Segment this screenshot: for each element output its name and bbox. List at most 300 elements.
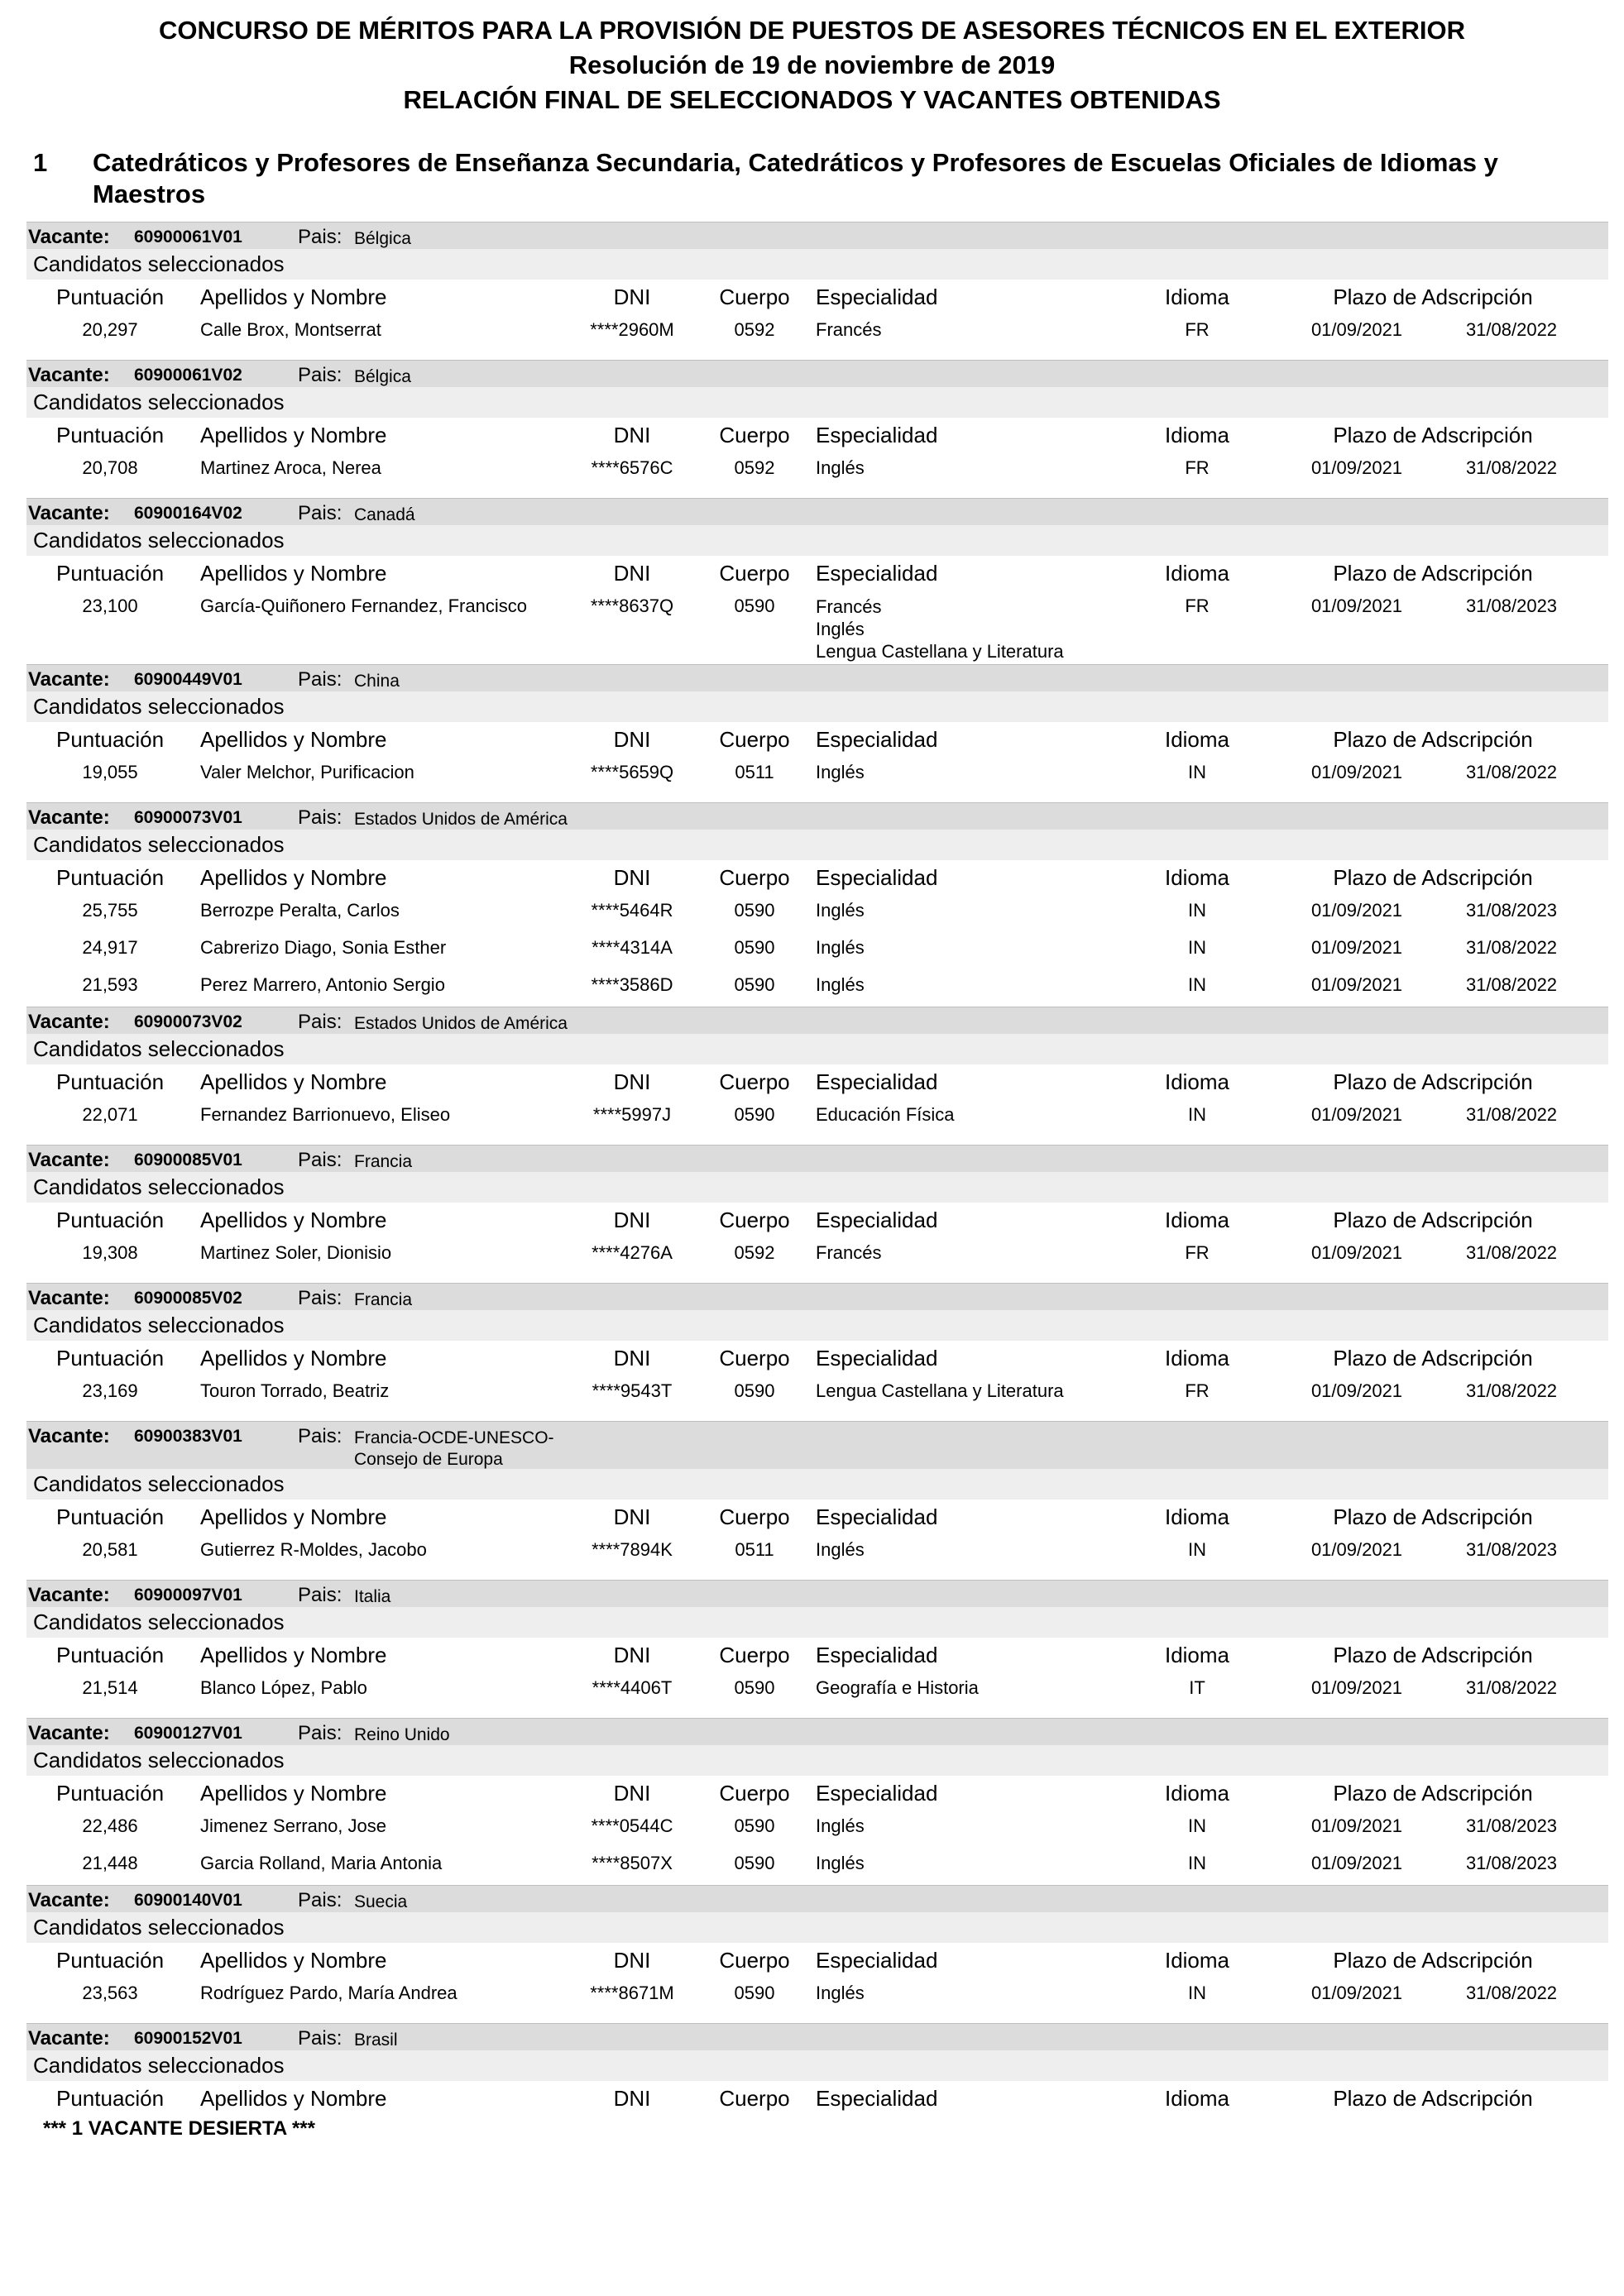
cuerpo: 0592: [734, 319, 775, 340]
col-especialidad: Especialidad: [816, 1208, 938, 1232]
score: 22,486: [82, 1815, 138, 1836]
score: 23,100: [82, 596, 138, 616]
col-nombre: Apellidos y Nombre: [200, 1643, 387, 1667]
cuerpo: 0511: [735, 762, 774, 782]
idioma: FR: [1185, 1380, 1210, 1401]
score: 25,755: [82, 900, 138, 921]
vacante-label: Vacante:: [28, 1425, 110, 1447]
dni: ****6576C: [591, 457, 673, 478]
vacancy-code: 60900061V01: [134, 227, 242, 246]
col-puntuacion: Puntuación: [56, 1643, 165, 1667]
start-date: 01/09/2021: [1310, 457, 1403, 478]
col-especialidad: Especialidad: [816, 865, 938, 890]
vacancy-header: [26, 1421, 1608, 1469]
col-dni: DNI: [613, 1948, 651, 1973]
especialidad: Inglés: [816, 974, 865, 995]
vacancy-block: [26, 1885, 1608, 2023]
col-idioma: Idioma: [1164, 1346, 1230, 1370]
vacancy-header: [26, 2023, 1608, 2050]
vacante-label: Vacante:: [28, 668, 110, 691]
score: 23,169: [82, 1380, 138, 1401]
cuerpo: 0592: [734, 457, 775, 478]
col-especialidad: Especialidad: [816, 2086, 938, 2111]
dni: ****2960M: [590, 319, 674, 340]
candidate-row: [26, 757, 1608, 794]
col-nombre: Apellidos y Nombre: [200, 285, 387, 309]
vacancy-note: *** 1 VACANTE DESIERTA ***: [43, 2117, 315, 2140]
col-dni: DNI: [613, 1643, 651, 1667]
start-date: 01/09/2021: [1310, 762, 1403, 782]
vacancy-header: [26, 1007, 1608, 1034]
column-headers: [26, 280, 1608, 314]
vacancy-code: 60900085V02: [134, 1289, 242, 1308]
candidate-row: [26, 969, 1608, 1007]
col-puntuacion: Puntuación: [56, 1504, 165, 1529]
country-name: Brasil: [354, 2031, 398, 2050]
country-name: Canadá: [354, 505, 415, 524]
cuerpo: 0590: [734, 937, 775, 958]
col-nombre: Apellidos y Nombre: [200, 561, 387, 586]
cuerpo: 0590: [734, 900, 775, 921]
vacancy-code: 60900152V01: [134, 2029, 242, 2048]
vacante-label: Vacante:: [28, 226, 110, 248]
cuerpo: 0590: [734, 1815, 775, 1836]
candidate-name: Calle Brox, Montserrat: [200, 319, 381, 340]
col-dni: DNI: [613, 1781, 651, 1806]
candidates-heading: Candidatos seleccionados: [26, 1172, 1608, 1203]
candidate-row: [26, 1848, 1608, 1885]
vacancy-code: 60900061V02: [134, 366, 242, 385]
col-idioma: Idioma: [1164, 561, 1230, 586]
vacancy-code: 60900073V02: [134, 1012, 242, 1031]
vacancy-block: [26, 222, 1608, 360]
start-date: 01/09/2021: [1310, 1815, 1403, 1836]
vacante-label: Vacante:: [28, 1149, 110, 1171]
idioma: IN: [1188, 937, 1206, 958]
candidate-row: [26, 1810, 1608, 1848]
start-date: 01/09/2021: [1310, 937, 1403, 958]
pais-label: Pais:: [298, 1287, 343, 1309]
candidates-heading: Candidatos seleccionados: [26, 1034, 1608, 1064]
candidates-heading: Candidatos seleccionados: [26, 387, 1608, 418]
score: 20,708: [82, 457, 138, 478]
vacancy-header: [26, 1885, 1608, 1912]
pais-label: Pais:: [298, 2027, 343, 2050]
candidate-name: Fernandez Barrionuevo, Eliseo: [200, 1104, 451, 1125]
vacancy-header: [26, 1283, 1608, 1310]
column-headers: [26, 860, 1608, 895]
candidate-name: Martinez Soler, Dionisio: [200, 1242, 392, 1263]
pais-label: Pais:: [298, 1425, 343, 1447]
dni: ****5659Q: [590, 762, 674, 782]
candidate-name: Jimenez Serrano, Jose: [200, 1815, 386, 1836]
end-date: 31/08/2022: [1465, 1677, 1558, 1698]
candidate-row: [26, 1672, 1608, 1710]
candidates-heading: Candidatos seleccionados: [26, 1310, 1608, 1341]
col-puntuacion: Puntuación: [56, 561, 165, 586]
vacante-label: Vacante:: [28, 502, 110, 524]
score: 19,308: [82, 1242, 138, 1263]
col-especialidad: Especialidad: [816, 423, 938, 447]
vacancy-code: 60900140V01: [134, 1891, 242, 1910]
candidate-row: [26, 1978, 1608, 2015]
country-name: Estados Unidos de América: [354, 1014, 568, 1033]
col-nombre: Apellidos y Nombre: [200, 1504, 387, 1529]
vacancy-header: [26, 498, 1608, 525]
col-cuerpo: Cuerpo: [719, 865, 790, 890]
pais-label: Pais:: [298, 364, 343, 386]
col-puntuacion: Puntuación: [56, 1948, 165, 1973]
end-date: 31/08/2022: [1465, 937, 1558, 958]
end-date: 31/08/2022: [1465, 319, 1558, 340]
candidate-name: Blanco López, Pablo: [200, 1677, 367, 1698]
vacancy-code: 60900164V02: [134, 504, 242, 523]
col-cuerpo: Cuerpo: [719, 285, 790, 309]
col-plazo: Plazo de Adscripción: [1333, 285, 1533, 309]
vacancy-header: [26, 802, 1608, 830]
start-date: 01/09/2021: [1310, 1677, 1403, 1698]
dni: ****5997J: [592, 1104, 672, 1125]
score: 22,071: [82, 1104, 138, 1125]
especialidad-item: Francés: [816, 596, 882, 617]
candidates-heading: Candidatos seleccionados: [26, 1469, 1608, 1500]
score: 20,297: [82, 319, 138, 340]
candidates-heading: Candidatos seleccionados: [26, 1607, 1608, 1638]
vacante-label: Vacante:: [28, 1287, 110, 1309]
cuerpo: 0590: [734, 1104, 775, 1125]
col-idioma: Idioma: [1164, 865, 1230, 890]
vacancy-code: 60900127V01: [134, 1724, 242, 1743]
country-name: Francia: [354, 1152, 413, 1171]
vacante-label: Vacante:: [28, 1889, 110, 1911]
cuerpo: 0590: [734, 974, 775, 995]
country-name: China: [354, 672, 400, 691]
cuerpo: 0592: [734, 1242, 775, 1263]
column-headers: [26, 1776, 1608, 1810]
especialidad: Inglés: [816, 937, 865, 958]
candidate-row: [26, 932, 1608, 969]
country-name: Francia: [354, 1290, 413, 1309]
especialidad-item: Lengua Castellana y Literatura: [816, 641, 1064, 662]
vacancy-header: [26, 664, 1608, 691]
column-headers: [26, 1943, 1608, 1978]
cuerpo: 0511: [735, 1539, 774, 1560]
col-cuerpo: Cuerpo: [719, 2086, 790, 2111]
candidate-name: Garcia Rolland, Maria Antonia: [200, 1853, 443, 1873]
dni: ****0544C: [591, 1815, 673, 1836]
start-date: 01/09/2021: [1310, 900, 1403, 921]
col-plazo: Plazo de Adscripción: [1333, 865, 1533, 890]
candidate-name: Cabrerizo Diago, Sonia Esther: [200, 937, 447, 958]
pais-label: Pais:: [298, 1889, 343, 1911]
vacancy-block: [26, 1283, 1608, 1421]
idioma: IN: [1188, 762, 1206, 782]
start-date: 01/09/2021: [1310, 1380, 1403, 1401]
idioma: IN: [1188, 1104, 1206, 1125]
end-date: 31/08/2023: [1465, 1539, 1558, 1560]
vacancy-header: [26, 1580, 1608, 1607]
dni: ****3586D: [591, 974, 673, 995]
col-dni: DNI: [613, 423, 651, 447]
vacante-label: Vacante:: [28, 1584, 110, 1606]
col-especialidad: Especialidad: [816, 1781, 938, 1806]
candidate-row: [26, 895, 1608, 932]
column-headers: [26, 418, 1608, 452]
pais-label: Pais:: [298, 502, 343, 524]
especialidad: Inglés: [816, 1983, 865, 2003]
column-headers: [26, 2081, 1608, 2116]
col-plazo: Plazo de Adscripción: [1333, 1208, 1533, 1232]
especialidad: Inglés: [816, 457, 865, 478]
col-cuerpo: Cuerpo: [719, 1208, 790, 1232]
vacancy-block: [26, 1007, 1608, 1145]
section-number: 1: [33, 148, 48, 177]
col-nombre: Apellidos y Nombre: [200, 1208, 387, 1232]
especialidad: Inglés: [816, 1815, 865, 1836]
title-line-2: Resolución de 19 de noviembre de 2019: [568, 50, 1056, 79]
especialidad: Francés: [816, 319, 882, 340]
col-nombre: Apellidos y Nombre: [200, 1069, 387, 1094]
cuerpo: 0590: [734, 1853, 775, 1873]
col-idioma: Idioma: [1164, 1781, 1230, 1806]
especialidad: Inglés: [816, 762, 865, 782]
col-idioma: Idioma: [1164, 1504, 1230, 1529]
column-headers: [26, 1064, 1608, 1099]
col-plazo: Plazo de Adscripción: [1333, 1643, 1533, 1667]
score: 20,581: [82, 1539, 138, 1560]
col-especialidad: Especialidad: [816, 1643, 938, 1667]
candidates-heading: Candidatos seleccionados: [26, 249, 1608, 280]
score: 19,055: [82, 762, 138, 782]
especialidad: Francés: [816, 1242, 882, 1263]
col-puntuacion: Puntuación: [56, 865, 165, 890]
pais-label: Pais:: [298, 226, 343, 248]
col-plazo: Plazo de Adscripción: [1333, 561, 1533, 586]
candidate-name: Touron Torrado, Beatriz: [200, 1380, 390, 1401]
candidate-name: García-Quiñonero Fernandez, Francisco: [200, 596, 527, 616]
col-nombre: Apellidos y Nombre: [200, 1346, 387, 1370]
especialidad: Inglés: [816, 1853, 865, 1873]
column-headers: [26, 722, 1608, 757]
vacancy-block: [26, 2023, 1608, 2142]
dni: ****8637Q: [590, 596, 674, 616]
vacancy-header: [26, 222, 1608, 249]
col-idioma: Idioma: [1164, 727, 1230, 752]
col-plazo: Plazo de Adscripción: [1333, 423, 1533, 447]
score: 21,514: [82, 1677, 138, 1698]
column-headers: [26, 1341, 1608, 1375]
title-line-1: CONCURSO DE MÉRITOS PARA LA PROVISIÓN DE PUESTOS DE ASESORES TÉCNICOS EN EL EXTERIOR: [159, 16, 1465, 45]
candidates-heading: Candidatos seleccionados: [26, 691, 1608, 722]
candidates-heading: Candidatos seleccionados: [26, 2050, 1608, 2081]
idioma: IN: [1188, 1853, 1206, 1873]
col-especialidad: Especialidad: [816, 727, 938, 752]
end-date: 31/08/2022: [1465, 457, 1558, 478]
end-date: 31/08/2022: [1465, 974, 1558, 995]
col-plazo: Plazo de Adscripción: [1333, 1346, 1533, 1370]
score: 21,448: [82, 1853, 138, 1873]
especialidad-item: Inglés: [816, 619, 865, 639]
col-nombre: Apellidos y Nombre: [200, 727, 387, 752]
vacancy-block: [26, 1718, 1608, 1885]
col-idioma: Idioma: [1164, 1069, 1230, 1094]
col-dni: DNI: [613, 1504, 651, 1529]
col-cuerpo: Cuerpo: [719, 1346, 790, 1370]
col-nombre: Apellidos y Nombre: [200, 423, 387, 447]
end-date: 31/08/2023: [1465, 1853, 1558, 1873]
vacancies-list: [26, 222, 1608, 2142]
end-date: 31/08/2023: [1465, 900, 1558, 921]
col-cuerpo: Cuerpo: [719, 1643, 790, 1667]
col-cuerpo: Cuerpo: [719, 423, 790, 447]
country-name: Bélgica: [354, 367, 411, 386]
cuerpo: 0590: [734, 1677, 775, 1698]
col-idioma: Idioma: [1164, 2086, 1230, 2111]
col-dni: DNI: [613, 865, 651, 890]
col-idioma: Idioma: [1164, 1208, 1230, 1232]
col-dni: DNI: [613, 1069, 651, 1094]
vacancy-header: [26, 360, 1608, 387]
idioma: FR: [1185, 319, 1210, 340]
candidates-heading: Candidatos seleccionados: [26, 1745, 1608, 1776]
cuerpo: 0590: [734, 1983, 775, 2003]
end-date: 31/08/2023: [1465, 1815, 1558, 1836]
pais-label: Pais:: [298, 806, 343, 829]
end-date: 31/08/2023: [1465, 596, 1558, 616]
vacante-label: Vacante:: [28, 806, 110, 829]
pais-label: Pais:: [298, 1011, 343, 1033]
score: 23,563: [82, 1983, 138, 2003]
candidate-name: Perez Marrero, Antonio Sergio: [200, 974, 445, 995]
score: 21,593: [82, 974, 138, 995]
dni: ****8671M: [590, 1983, 674, 2003]
cuerpo: 0590: [734, 1380, 775, 1401]
column-headers: [26, 1638, 1608, 1672]
start-date: 01/09/2021: [1310, 1853, 1403, 1873]
start-date: 01/09/2021: [1310, 1983, 1403, 2003]
col-puntuacion: Puntuación: [56, 423, 165, 447]
candidate-row: [26, 1099, 1608, 1136]
title-line-3: RELACIÓN FINAL DE SELECCIONADOS Y VACANTES OBTENIDAS: [403, 85, 1221, 114]
idioma: IN: [1188, 974, 1206, 995]
vacancy-block: [26, 1421, 1608, 1580]
col-cuerpo: Cuerpo: [719, 1069, 790, 1094]
country-name: Bélgica: [354, 229, 411, 248]
col-especialidad: Especialidad: [816, 1948, 938, 1973]
dni: ****5464R: [591, 900, 673, 921]
col-plazo: Plazo de Adscripción: [1333, 1504, 1533, 1529]
column-headers: [26, 1203, 1608, 1237]
idioma: IN: [1188, 1815, 1206, 1836]
vacancy-header: [26, 1145, 1608, 1172]
pais-label: Pais:: [298, 668, 343, 691]
start-date: 01/09/2021: [1310, 1104, 1403, 1125]
col-especialidad: Especialidad: [816, 1504, 938, 1529]
col-especialidad: Especialidad: [816, 1346, 938, 1370]
col-nombre: Apellidos y Nombre: [200, 1948, 387, 1973]
pais-label: Pais:: [298, 1149, 343, 1171]
column-headers: [26, 1500, 1608, 1534]
end-date: 31/08/2022: [1465, 762, 1558, 782]
col-plazo: Plazo de Adscripción: [1333, 1069, 1533, 1094]
vacancy-header: [26, 1718, 1608, 1745]
vacancy-block: [26, 1145, 1608, 1283]
col-idioma: Idioma: [1164, 1948, 1230, 1973]
candidate-row: [26, 1375, 1608, 1413]
country-name: Francia-OCDE-UNESCO-Consejo de Europa: [354, 1428, 554, 1469]
vacante-label: Vacante:: [28, 1011, 110, 1033]
vacancy-code: 60900073V01: [134, 808, 242, 827]
candidates-heading: Candidatos seleccionados: [26, 830, 1608, 860]
vacante-label: Vacante:: [28, 364, 110, 386]
col-plazo: Plazo de Adscripción: [1333, 1948, 1533, 1973]
vacancy-code: 60900085V01: [134, 1150, 242, 1170]
col-idioma: Idioma: [1164, 285, 1230, 309]
vacancy-block: [26, 664, 1608, 802]
idioma: IN: [1188, 900, 1206, 921]
pais-label: Pais:: [298, 1584, 343, 1606]
idioma: IT: [1189, 1677, 1205, 1698]
country-name: Suecia: [354, 1892, 408, 1911]
col-nombre: Apellidos y Nombre: [200, 2086, 387, 2111]
vacante-label: Vacante:: [28, 2027, 110, 2050]
col-idioma: Idioma: [1164, 1643, 1230, 1667]
start-date: 01/09/2021: [1310, 1242, 1403, 1263]
col-dni: DNI: [613, 561, 651, 586]
idioma: IN: [1188, 1539, 1206, 1560]
section-title: Catedráticos y Profesores de Enseñanza Secundaria, Catedráticos y Profesores de Escuelas Oficiales de Idiomas y Maestros: [93, 148, 1498, 208]
col-puntuacion: Puntuación: [56, 1346, 165, 1370]
candidate-row: [26, 1534, 1608, 1571]
start-date: 01/09/2021: [1310, 974, 1403, 995]
candidate-row: [26, 591, 1608, 664]
col-puntuacion: Puntuación: [56, 285, 165, 309]
country-name: Italia: [354, 1587, 391, 1606]
candidate-row: [26, 314, 1608, 352]
col-cuerpo: Cuerpo: [719, 727, 790, 752]
vacancy-block: [26, 1580, 1608, 1718]
col-puntuacion: Puntuación: [56, 727, 165, 752]
vacancy-code: 60900383V01: [134, 1427, 242, 1446]
especialidad: [816, 596, 1064, 662]
candidate-row: [26, 1237, 1608, 1275]
cuerpo: 0590: [734, 596, 775, 616]
vacante-label: Vacante:: [28, 1722, 110, 1744]
end-date: 31/08/2022: [1465, 1380, 1558, 1401]
col-dni: DNI: [613, 1346, 651, 1370]
vacancy-block: [26, 360, 1608, 498]
col-especialidad: Especialidad: [816, 285, 938, 309]
col-puntuacion: Puntuación: [56, 1069, 165, 1094]
col-cuerpo: Cuerpo: [719, 1948, 790, 1973]
vacancy-code: 60900097V01: [134, 1586, 242, 1605]
pais-label: Pais:: [298, 1722, 343, 1744]
especialidad: Educación Física: [816, 1104, 955, 1125]
dni: ****4406T: [592, 1677, 673, 1698]
col-dni: DNI: [613, 1208, 651, 1232]
col-nombre: Apellidos y Nombre: [200, 865, 387, 890]
col-nombre: Apellidos y Nombre: [200, 1781, 387, 1806]
end-date: 31/08/2022: [1465, 1242, 1558, 1263]
end-date: 31/08/2022: [1465, 1983, 1558, 2003]
idioma: FR: [1185, 596, 1210, 616]
col-puntuacion: Puntuación: [56, 1208, 165, 1232]
col-puntuacion: Puntuación: [56, 2086, 165, 2111]
country-name: Estados Unidos de América: [354, 810, 568, 829]
col-especialidad: Especialidad: [816, 1069, 938, 1094]
idioma: FR: [1185, 1242, 1210, 1263]
document-header: [0, 13, 1624, 117]
